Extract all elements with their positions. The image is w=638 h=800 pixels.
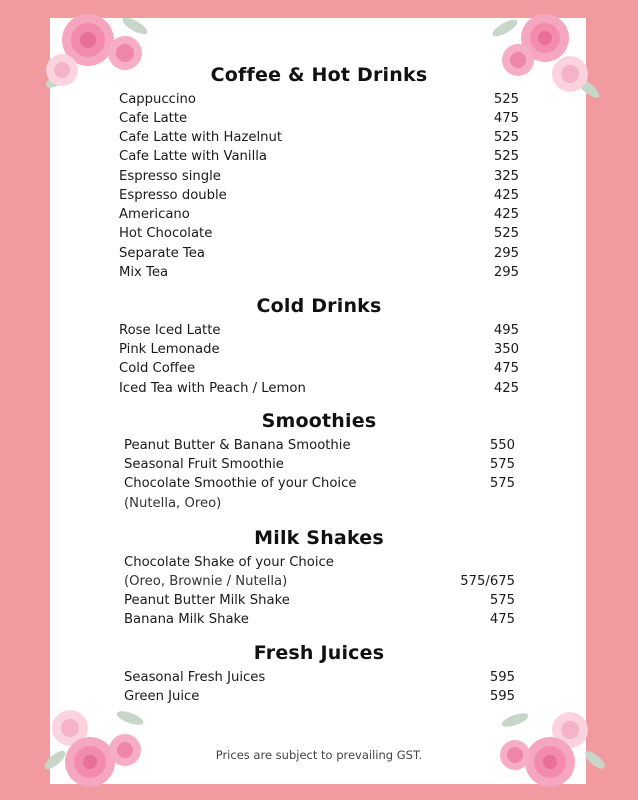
item-price: 575 — [489, 457, 515, 472]
item-price: 295 — [493, 246, 519, 261]
item-name: Mix Tea — [119, 265, 169, 280]
menu-item — [124, 436, 515, 455]
section-title-fresh-juices: Fresh Juices — [253, 642, 385, 664]
item-price: 575 — [489, 476, 515, 491]
item-price: 495 — [493, 323, 519, 338]
item-price: 475 — [493, 111, 519, 126]
item-price: 475 — [493, 361, 519, 376]
item-price: 425 — [493, 207, 519, 222]
menu-item — [124, 572, 515, 591]
item-name: Cafe Latte — [119, 111, 188, 126]
menu-item — [119, 147, 519, 166]
item-name: Peanut Butter & Banana Smoothie — [124, 438, 351, 453]
item-name: Separate Tea — [119, 246, 205, 261]
item-name: Americano — [119, 207, 190, 222]
gst-footer-note: Prices are subject to prevailing GST. — [215, 748, 423, 762]
item-price: 525 — [493, 226, 519, 241]
menu-item — [119, 186, 519, 205]
menu-item — [124, 455, 515, 474]
menu-item — [119, 263, 519, 282]
item-name: Espresso single — [119, 169, 221, 184]
item-price: 425 — [493, 188, 519, 203]
item-name: Peanut Butter Milk Shake — [124, 593, 290, 608]
item-name: Cold Coffee — [119, 361, 196, 376]
item-name: Espresso double — [119, 188, 227, 203]
section-title-milk-shakes: Milk Shakes — [254, 527, 384, 549]
item-name: Cafe Latte with Vanilla — [119, 149, 267, 164]
menu-item — [119, 321, 519, 340]
item-name: Seasonal Fruit Smoothie — [124, 457, 284, 472]
menu-item — [119, 244, 519, 263]
item-name: Cappuccino — [119, 92, 196, 107]
item-name: Banana Milk Shake — [124, 612, 249, 627]
menu-item — [119, 340, 519, 359]
item-name: Seasonal Fresh Juices — [124, 670, 266, 685]
section-title-smoothies: Smoothies — [261, 410, 377, 432]
item-price: 595 — [489, 670, 515, 685]
item-price: 350 — [493, 342, 519, 357]
item-price: 325 — [493, 169, 519, 184]
section-title-cold-drinks: Cold Drinks — [256, 295, 382, 317]
item-price: 525 — [493, 92, 519, 107]
menu-item — [119, 359, 519, 378]
item-name: Hot Chocolate — [119, 226, 213, 241]
menu-item — [119, 90, 519, 109]
item-name: (Oreo, Brownie / Nutella) — [124, 574, 288, 589]
menu-item — [119, 128, 519, 147]
menu-item — [124, 610, 515, 629]
menu-item — [124, 687, 515, 706]
menu-item — [119, 167, 519, 186]
menu-item — [124, 668, 515, 687]
item-price: 525 — [493, 130, 519, 145]
item-name: Rose Iced Latte — [119, 323, 221, 338]
menu-item — [119, 205, 519, 224]
item-price: 595 — [489, 689, 515, 704]
menu-item-note — [124, 494, 515, 513]
item-name: Cafe Latte with Hazelnut — [119, 130, 283, 145]
item-price: 550 — [489, 438, 515, 453]
item-name: Iced Tea with Peach / Lemon — [119, 381, 306, 396]
item-name: Chocolate Smoothie of your Choice — [124, 476, 357, 491]
menu-item — [124, 553, 515, 572]
item-name: (Nutella, Oreo) — [124, 496, 222, 511]
menu-item — [119, 109, 519, 128]
section-title-coffee: Coffee & Hot Drinks — [210, 64, 428, 86]
item-name: Pink Lemonade — [119, 342, 220, 357]
menu-item — [124, 474, 515, 493]
menu-item — [124, 591, 515, 610]
item-name: Green Juice — [124, 689, 200, 704]
item-price: 575/675 — [460, 574, 515, 589]
menu-item — [119, 379, 519, 398]
item-price: 525 — [493, 149, 519, 164]
item-price: 575 — [489, 593, 515, 608]
item-price: 425 — [493, 381, 519, 396]
item-price: 295 — [493, 265, 519, 280]
item-price: 475 — [489, 612, 515, 627]
item-name: Chocolate Shake of your Choice — [124, 555, 334, 570]
menu-item — [119, 224, 519, 243]
